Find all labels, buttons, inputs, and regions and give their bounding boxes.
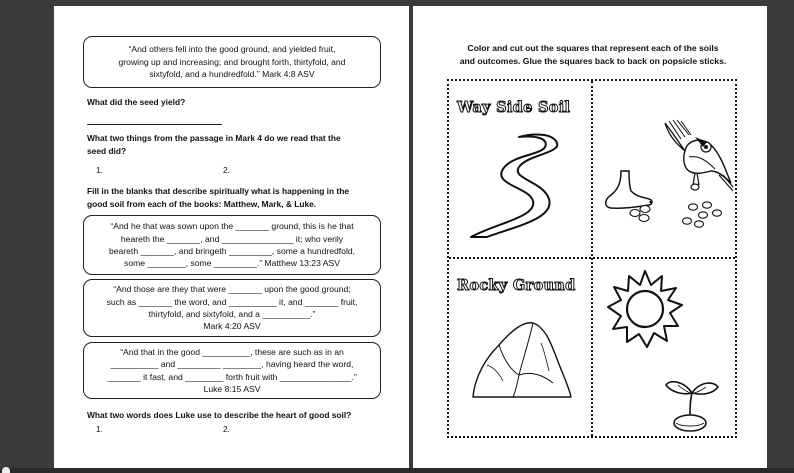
rock-icon — [467, 313, 577, 403]
answer-number-2: 2. — [223, 165, 230, 175]
question-line: seed did? — [87, 145, 127, 156]
luke-line: Luke 8:15 ASV — [203, 383, 261, 394]
quote-line: “And others fell into the good ground, and yielded fruit, — [128, 44, 336, 55]
instruction-line: and outcomes. Glue the squares back to back on popsicle sticks. — [459, 56, 727, 66]
question-two-things — [87, 132, 341, 157]
question-seed-yield: What did the seed yield? — [87, 97, 186, 107]
dotted-divider-horizontal — [449, 257, 735, 259]
mark-line: “And those are they that were _______ upon the good ground; — [113, 284, 351, 295]
luke-line: “And that in the good __________, these are such as in an — [120, 346, 344, 357]
luke-box — [83, 342, 381, 399]
corner-indicator — [2, 467, 10, 473]
answer-number-1: 1. — [96, 424, 103, 434]
answer-number-2: 2. — [223, 424, 230, 434]
viewer-bottom-bar — [0, 468, 794, 473]
question-line: What two things from the passage in Mark 4 do we read that the — [87, 133, 341, 143]
answer-line — [87, 124, 222, 125]
mark-line: such as _______ the word, and __________ it, and _______ fruit, — [106, 296, 358, 307]
sun-icon — [605, 269, 685, 349]
rocky-ground-title: Rocky Ground — [457, 277, 576, 294]
luke-line: _______ it fast, and ________ forth fruit with _______________.” — [107, 371, 357, 382]
mark-4-20-box — [83, 279, 381, 337]
path-icon — [457, 131, 582, 241]
luke-line: __________ and _________ ________, having heard the word, — [110, 359, 354, 370]
matthew-line: heareth the _______, and _______________ it; who verily — [120, 233, 344, 244]
instruction-line: good soil from each of the books: Matthew, Mark, & Luke. — [87, 198, 317, 209]
matthew-line: beareth _______, and bringeth _________, some a hundredfold, — [108, 246, 356, 256]
coloring-instruction — [443, 42, 743, 68]
bird-icon — [659, 117, 734, 195]
seeds-icon — [629, 191, 729, 231]
soil-cards-sheet — [447, 79, 737, 438]
answer-number-1: 1. — [96, 165, 103, 175]
right-page — [413, 6, 767, 468]
matthew-line: “And he that was sown upon the _______ ground, this is he that — [110, 221, 354, 232]
quote-line: growing up and increasing; and brought forth, thirtyfold, and — [118, 56, 346, 67]
mark-line: thirtyfold, and sixtyfold, and a __________.” — [148, 309, 316, 319]
way-side-soil-title: Way Side Soil — [457, 99, 571, 116]
instruction-line: Color and cut out the squares that represent each of the soils — [467, 43, 719, 53]
quote-line: sixtyfold, and a hundredfold.” Mark 4:8 ASV — [149, 69, 315, 80]
fill-blanks-instruction — [87, 185, 349, 210]
question-luke-words: What two words does Luke use to describe the heart of good soil? — [87, 410, 352, 420]
instruction-line: Fill in the blanks that describe spiritually what is happening in the — [87, 186, 349, 196]
mark-4-8-quote-box — [83, 36, 381, 88]
mark-line: Mark 4:20 ASV — [203, 321, 261, 332]
sprout-icon — [662, 371, 722, 433]
matthew-box — [83, 215, 381, 275]
matthew-line: some ________, some _________.” Matthew 13:23 ASV — [124, 258, 340, 269]
left-page — [54, 6, 409, 468]
